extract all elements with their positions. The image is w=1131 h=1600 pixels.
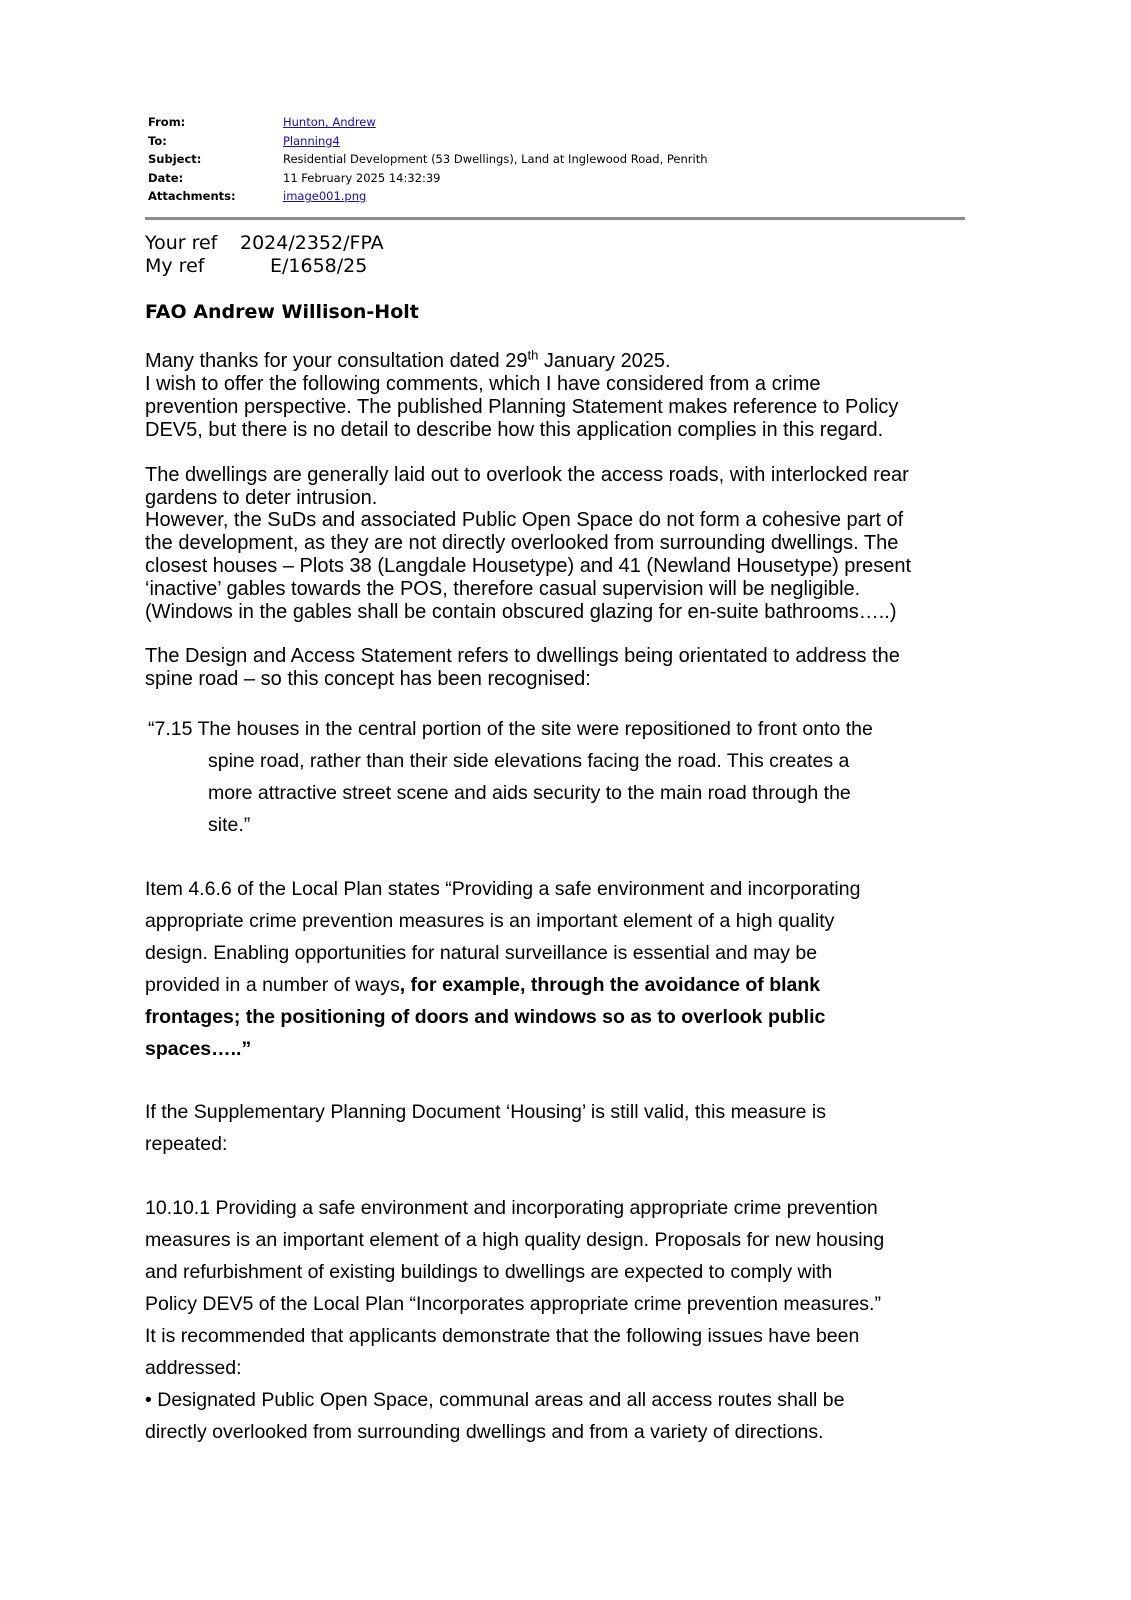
text: Many thanks for your consultation dated 29 <box>145 350 528 372</box>
paragraph-suds <box>145 509 911 624</box>
text-line: spine road – so this concept has been recognised: <box>145 668 591 690</box>
your-ref-value: 2024/2352/FPA <box>240 232 384 254</box>
text-line: “7.15 The houses in the central portion of the site were repositioned to front onto the <box>148 718 873 740</box>
text-line <box>145 937 860 969</box>
paragraph-local-plan <box>145 873 860 1065</box>
text-line: DEV5, but there is no detail to describe how this application complies in this regard. <box>145 419 884 441</box>
quote-7-15 <box>148 713 873 841</box>
text-line: directly overlooked from surrounding dwellings and from a variety of directions. <box>145 1421 824 1443</box>
text-line: The dwellings are generally laid out to overlook the access roads, with interlocked rear <box>145 464 909 486</box>
paragraph-spd <box>145 1096 826 1160</box>
to-label: To: <box>148 133 167 148</box>
text: appropriate crime prevention measures is an important element of a high quality <box>145 910 835 932</box>
to-row <box>148 132 708 151</box>
text: Item 4.6.6 of the Local Plan states “Providing a safe environment and incorporating <box>145 878 861 900</box>
your-ref-label: Your ref <box>145 232 218 254</box>
paragraph-design-access <box>145 645 900 691</box>
date-label: Date: <box>148 170 184 185</box>
text-line: spine road, rather than their side elevations facing the road. This creates a <box>208 750 850 772</box>
fao-heading: FAO Andrew Willison-Holt <box>145 301 419 323</box>
text-line: • Designated Public Open Space, communal areas and all access routes shall be <box>145 1389 845 1411</box>
bold-text: , for example, through the avoidance of blank <box>399 974 821 996</box>
text-line <box>145 1033 860 1065</box>
text-line: (Windows in the gables shall be contain obscured glazing for en-suite bathrooms…..) <box>145 601 897 623</box>
text: January 2025. <box>538 350 671 372</box>
text-line: I wish to offer the following comments, which I have considered from a crime <box>145 373 821 395</box>
text-line <box>145 1001 860 1033</box>
superscript: th <box>527 347 539 363</box>
text-line: It is recommended that applicants demonstrate that the following issues have been <box>145 1325 860 1347</box>
text-line: and refurbishment of existing buildings to dwellings are expected to comply with <box>145 1261 833 1283</box>
my-ref-label: My ref <box>145 255 205 277</box>
text-line: gardens to deter intrusion. <box>145 487 378 509</box>
header-divider <box>145 217 965 220</box>
paragraph-policy-10-10-1 <box>145 1192 884 1448</box>
text-line: 10.10.1 Providing a safe environment and incorporating appropriate crime prevention <box>145 1197 878 1219</box>
date-row <box>148 169 708 188</box>
text-line: measures is an important element of a high quality design. Proposals for new housing <box>145 1229 885 1251</box>
subject-row <box>148 150 708 169</box>
attachments-label: Attachments: <box>148 189 236 203</box>
subject-label: Subject: <box>148 152 202 166</box>
bold-text: spaces…..” <box>145 1038 252 1060</box>
text-line: Policy DEV5 of the Local Plan “Incorporates appropriate crime prevention measures.” <box>145 1293 881 1315</box>
text-line: However, the SuDs and associated Public Open Space do not form a cohesive part of <box>145 509 904 531</box>
text-line <box>145 873 860 905</box>
from-row <box>148 113 708 132</box>
subject-value: Residential Development (53 Dwellings), Land at Inglewood Road, Penrith <box>283 152 708 166</box>
references <box>145 232 384 278</box>
text-line <box>145 969 860 1001</box>
text-line: closest houses – Plots 38 (Langdale Housetype) and 41 (Newland Housetype) present <box>145 555 912 577</box>
text-line: ‘inactive’ gables towards the POS, therefore casual supervision will be negligible. <box>145 578 861 600</box>
text-line: addressed: <box>145 1357 242 1379</box>
text: provided in a number of ways <box>145 974 400 996</box>
date-value: 11 February 2025 14:32:39 <box>283 170 441 185</box>
paragraph-layout <box>145 464 909 510</box>
text-line: If the Supplementary Planning Document ‘Housing’ is still valid, this measure is <box>145 1101 827 1123</box>
paragraph-consultation <box>145 347 899 442</box>
attachments-row <box>148 187 708 206</box>
bold-text: frontages; the positioning of doors and windows so as to overlook public <box>145 1006 826 1028</box>
text-line: prevention perspective. The published Planning Statement makes reference to Policy <box>145 396 899 418</box>
text-line: the development, as they are not directly overlooked from surrounding dwellings. The <box>145 532 899 554</box>
my-ref-value: E/1658/25 <box>270 255 368 277</box>
to-link[interactable]: Planning4 <box>283 133 340 148</box>
from-label: From: <box>148 115 186 129</box>
email-header <box>148 113 708 206</box>
text-line: repeated: <box>145 1133 228 1155</box>
text-line: The Design and Access Statement refers to dwellings being orientated to address the <box>145 645 900 667</box>
text-line: site.” <box>208 814 251 836</box>
attachment-link[interactable]: image001.png <box>283 189 367 203</box>
text-line <box>145 905 860 937</box>
text-line: more attractive street scene and aids security to the main road through the <box>208 782 851 804</box>
text: design. Enabling opportunities for natural surveillance is essential and may be <box>145 942 818 964</box>
from-link[interactable]: Hunton, Andrew <box>283 115 376 129</box>
